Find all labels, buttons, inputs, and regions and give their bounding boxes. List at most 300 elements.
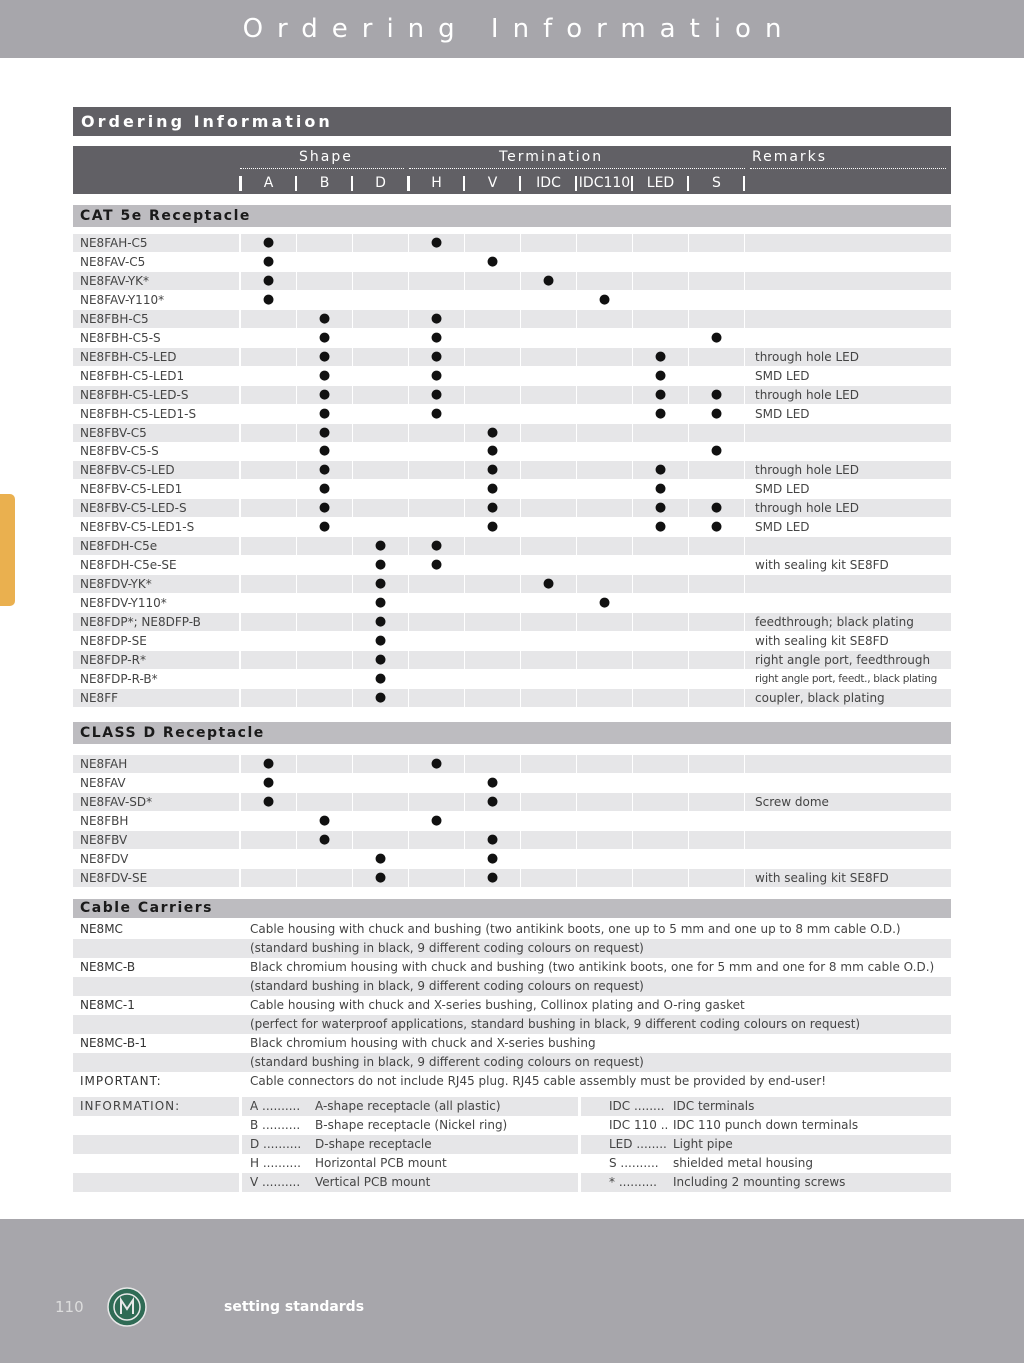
termination-underline [409,168,745,169]
remark: with sealing kit SE8FD [745,869,951,887]
dot-icon: ● [262,291,275,307]
cat5e-row [73,632,951,650]
cell-v [465,689,520,707]
cell-d [353,774,408,792]
dot-icon: ● [465,461,520,479]
cell-s [689,480,744,498]
cell-idc [521,774,576,792]
cell-d [353,310,408,328]
column-label-b: B [319,175,330,191]
cable-part-number: IMPORTANT: [80,1074,162,1088]
cell-a [241,689,296,707]
cell-s [689,755,744,773]
dot-icon: ● [297,386,352,404]
classd-row [73,755,951,773]
cat5e-section-bar [73,205,951,227]
dot-icon: ● [486,851,499,866]
cell-s [689,253,744,271]
cell-idc [521,442,576,460]
dot-icon: ● [633,499,688,517]
cell-idc110 [577,442,632,460]
remark [745,594,951,612]
part-number: NE8FBV-C5-LED-S [73,499,239,517]
cat5e-title: CAT 5e Receptacle [80,208,251,224]
cell-led [633,272,688,290]
cell-idc [521,291,576,309]
remark [745,774,951,792]
page-number: 110 [55,1298,84,1316]
dot-icon: ● [409,234,464,252]
dot-icon: ● [297,310,352,328]
cell-s [689,348,744,366]
dot-icon: ● [654,481,667,497]
cable-part-number: NE8MC [80,922,123,936]
dot-icon: ● [318,405,331,421]
info-value: Horizontal PCB mount [315,1156,447,1170]
cell-led [633,651,688,669]
cell-h [409,291,464,309]
cell-idc110 [577,253,632,271]
info-key: * .......... [609,1175,657,1189]
part-number: NE8FDV-SE [73,869,239,887]
cell-b [297,556,352,574]
cell-idc [521,310,576,328]
cell-idc110 [577,461,632,479]
column-label-s: S [712,175,721,191]
remark [745,442,951,460]
remark: right angle port, feedt., black plating [755,672,937,685]
dot-icon: ● [633,386,688,404]
dot-icon: ● [486,253,499,269]
cell-a [241,850,296,868]
cell-s [689,424,744,442]
cell-b [297,632,352,650]
info-value: IDC terminals [673,1099,755,1113]
remark [745,831,951,849]
cell-b [297,291,352,309]
cell-idc [521,670,576,688]
column-label-d: D [375,175,386,191]
cell-s [689,812,744,830]
cell-led [633,670,688,688]
remark: through hole LED [745,386,951,404]
info-label-cell [73,1135,239,1154]
cat5e-row [73,613,951,631]
top-banner [0,0,1024,58]
dot-icon: ● [598,291,611,307]
shape-underline [240,168,404,169]
cable-description: (standard bushing in black, 9 different coding colours on request) [250,941,644,955]
classd-row [73,793,951,811]
cell-b [297,253,352,271]
cell-led [633,424,688,442]
cell-idc110 [577,556,632,574]
cat5e-row [73,651,951,669]
remark [745,424,951,442]
remark [745,537,951,555]
dot-icon: ● [710,405,723,421]
cell-s [689,632,744,650]
part-number: NE8FBH-C5-LED1 [80,368,185,383]
info-value: Light pipe [673,1137,733,1151]
dot-icon: ● [353,689,408,707]
info-key: IDC 110 .. [609,1118,669,1132]
cell-a [241,651,296,669]
remark: with sealing kit SE8FD [755,633,889,648]
cell-v [465,755,520,773]
cell-v [465,575,520,593]
cable-description: Black chromium housing with chuck and X-series bushing [250,1036,596,1050]
footer-tagline: setting standards [224,1299,365,1315]
dot-icon: ● [654,519,667,535]
part-number: NE8FBH-C5-LED1-S [80,406,197,421]
cell-idc [521,793,576,811]
cell-idc [521,480,576,498]
cell-b [297,575,352,593]
cell-idc110 [577,348,632,366]
remark [745,850,951,868]
group-shape: Shape [299,149,353,165]
part-number: NE8FBV-C5-LED [73,461,239,479]
info-key: B .......... [250,1118,301,1132]
part-number: NE8FDP-SE [80,633,147,648]
cell-idc [521,556,576,574]
remark: SMD LED [755,482,810,497]
cell-v [465,537,520,555]
dot-icon: ● [689,386,744,404]
cell-d [353,329,408,347]
cell-a [241,632,296,650]
cat5e-row [73,689,951,707]
cell-h [409,272,464,290]
remark: SMD LED [755,520,810,535]
dot-icon: ● [374,632,387,648]
cell-a [241,613,296,631]
cell-h [409,651,464,669]
cell-idc [521,367,576,385]
cell-d [353,291,408,309]
classd-section-bar [73,722,951,744]
remark: SMD LED [755,406,810,421]
cell-s [689,537,744,555]
cell-idc [521,518,576,536]
info-key: D .......... [250,1137,302,1151]
cat5e-row [73,329,951,347]
cat5e-row [73,234,951,252]
cell-a [241,812,296,830]
cell-idc [521,831,576,849]
cell-idc110 [577,774,632,792]
cell-led [633,613,688,631]
cat5e-row [73,424,951,442]
cat5e-row [73,310,951,328]
cell-v [465,651,520,669]
cell-h [409,253,464,271]
dot-icon: ● [297,461,352,479]
cell-b [297,234,352,252]
cell-s [689,556,744,574]
cell-d [353,480,408,498]
group-termination: Termination [499,149,604,165]
classd-title: CLASS D Receptacle [80,725,265,741]
dot-icon: ● [241,755,296,773]
cell-d [353,755,408,773]
dot-icon: ● [521,272,576,290]
cell-s [689,613,744,631]
cell-idc [521,386,576,404]
cell-b [297,613,352,631]
cell-idc [521,234,576,252]
cell-idc110 [577,329,632,347]
dot-icon: ● [262,775,275,790]
dot-icon: ● [486,481,499,497]
cable-row [73,939,951,958]
cat5e-row [73,291,951,309]
info-row [73,1116,951,1135]
info-row [73,1173,951,1192]
cell-s [689,774,744,792]
cell-d [353,831,408,849]
dot-icon: ● [465,831,520,849]
cell-led [633,594,688,612]
cell-d [353,348,408,366]
cell-h [409,442,464,460]
part-number: NE8FBV [73,831,239,849]
column-label-v: V [487,175,498,191]
cell-idc [521,755,576,773]
cell-b [297,272,352,290]
dot-icon: ● [297,424,352,442]
cell-idc [521,253,576,271]
dot-icon: ● [409,755,464,773]
cell-a [241,670,296,688]
cable-description: Black chromium housing with chuck and bushing (two antikink boots, one for 5 mm and one for 8 mm cable O.D.) [250,960,935,974]
remark: SMD LED [755,368,810,383]
part-number: NE8FBV-C5-LED1 [80,482,183,497]
cell-d [353,234,408,252]
dot-icon: ● [710,329,723,345]
cell-b [297,850,352,868]
cell-v [465,348,520,366]
cell-a [241,831,296,849]
part-number: NE8FAV-YK* [73,272,239,290]
cell-v [465,556,520,574]
cell-s [689,594,744,612]
dot-icon: ● [241,793,296,811]
cell-h [409,632,464,650]
classd-row [73,812,951,830]
cat5e-row [73,594,951,612]
dot-icon: ● [241,272,296,290]
classd-row [73,850,951,868]
footer-bar [0,1219,1024,1363]
dot-icon: ● [297,348,352,366]
dot-icon: ● [521,575,576,593]
remark [745,755,951,773]
part-number: NE8FAV [80,776,126,790]
classd-row [73,774,951,792]
dot-icon: ● [465,793,520,811]
column-header [73,146,951,194]
info-key: IDC ........ [609,1099,665,1113]
cell-a [241,518,296,536]
part-number: NE8FBH-C5 [73,310,239,328]
cell-s [689,272,744,290]
dot-icon: ● [654,405,667,421]
part-number: NE8FBH [80,814,129,828]
remark [745,329,951,347]
cell-idc110 [577,424,632,442]
column-separator [687,176,689,191]
cell-idc [521,537,576,555]
cell-s [689,869,744,887]
cell-s [689,367,744,385]
cable-title: Cable Carriers [80,900,213,916]
dot-icon: ● [409,310,464,328]
cell-led [633,575,688,593]
remark: feedthrough; black plating [745,613,951,631]
cell-idc110 [577,537,632,555]
cell-idc110 [577,831,632,849]
cell-d [353,461,408,479]
cell-h [409,850,464,868]
cell-led [633,812,688,830]
cell-idc110 [577,499,632,517]
cell-v [465,613,520,631]
dot-icon: ● [353,651,408,669]
cell-idc110 [577,651,632,669]
cat5e-row [73,670,951,688]
cell-led [633,793,688,811]
cat5e-row [73,518,951,536]
cell-h [409,594,464,612]
part-number: NE8FAV-SD* [73,793,239,811]
cable-row [73,977,951,996]
cell-idc110 [577,755,632,773]
remarks-underline [750,168,946,169]
cell-h [409,793,464,811]
cell-b [297,774,352,792]
part-number: NE8FDV-Y110* [80,596,167,611]
cat5e-row [73,348,951,366]
cat5e-row [73,537,951,555]
column-separator [407,176,410,191]
dot-icon: ● [710,519,723,535]
dot-icon: ● [318,443,331,459]
cell-idc110 [577,405,632,423]
cable-part-number: NE8MC-B-1 [80,1036,148,1050]
cell-s [689,651,744,669]
info-label-cell [73,1116,239,1135]
dot-icon: ● [297,499,352,517]
cable-description: Cable housing with chuck and X-series bushing, Collinox plating and O-ring gasket [250,998,745,1012]
dot-icon: ● [409,537,464,555]
part-number: NE8FAH-C5 [73,234,239,252]
cat5e-row [73,272,951,290]
cell-s [689,850,744,868]
cell-a [241,424,296,442]
info-key: LED ........ [609,1137,667,1151]
cell-h [409,575,464,593]
classd-row [73,831,951,849]
cell-idc [521,613,576,631]
cell-led [633,310,688,328]
cell-v [465,632,520,650]
cell-b [297,689,352,707]
cell-a [241,869,296,887]
cell-idc [521,594,576,612]
info-row [73,1154,951,1173]
cell-idc [521,651,576,669]
remark [745,812,951,830]
cable-description: Cable connectors do not include RJ45 plug. RJ45 cable assembly must be provided by end-user! [250,1074,827,1088]
cable-row [73,1034,951,1053]
remark: through hole LED [745,461,951,479]
dot-icon: ● [598,595,611,611]
information-label: INFORMATION: [80,1099,181,1113]
dot-icon: ● [318,481,331,497]
remark [745,310,951,328]
cell-h [409,518,464,536]
remark: right angle port, feedthrough [745,651,951,669]
part-number: NE8FDV [80,852,129,866]
cell-led [633,442,688,460]
cell-d [353,812,408,830]
cell-h [409,869,464,887]
info-value: A-shape receptacle (all plastic) [315,1099,501,1113]
column-separator [631,176,633,191]
column-label-a: A [263,175,274,191]
cell-h [409,480,464,498]
cell-led [633,291,688,309]
cell-idc110 [577,234,632,252]
cable-row [73,1072,951,1091]
cell-led [633,537,688,555]
info-row [73,1097,951,1116]
cell-s [689,461,744,479]
dot-icon: ● [465,869,520,887]
column-separator [295,176,297,191]
dot-icon: ● [318,367,331,383]
dot-icon: ● [689,499,744,517]
dot-icon: ● [374,557,387,573]
dot-icon: ● [409,348,464,366]
info-label-cell [73,1173,239,1192]
cat5e-row [73,575,951,593]
cell-idc [521,632,576,650]
cat5e-row [73,367,951,385]
cell-idc110 [577,670,632,688]
cell-v [465,329,520,347]
cat5e-row [73,405,951,423]
info-value: Including 2 mounting screws [673,1175,846,1189]
dot-icon: ● [353,537,408,555]
cable-description: Cable housing with chuck and bushing (two antikink boots, one up to 5 mm and one up to 8 mm cable O.D.) [250,922,901,936]
column-separator [351,176,353,191]
cell-b [297,594,352,612]
part-number: NE8FDV-YK* [73,575,239,593]
part-number: NE8FBH-C5-S [80,330,161,345]
cable-row [73,920,951,939]
cell-d [353,518,408,536]
dot-icon: ● [353,575,408,593]
cell-a [241,594,296,612]
cell-led [633,234,688,252]
remark [745,575,951,593]
cell-idc [521,499,576,517]
cell-a [241,480,296,498]
cat5e-row [73,499,951,517]
